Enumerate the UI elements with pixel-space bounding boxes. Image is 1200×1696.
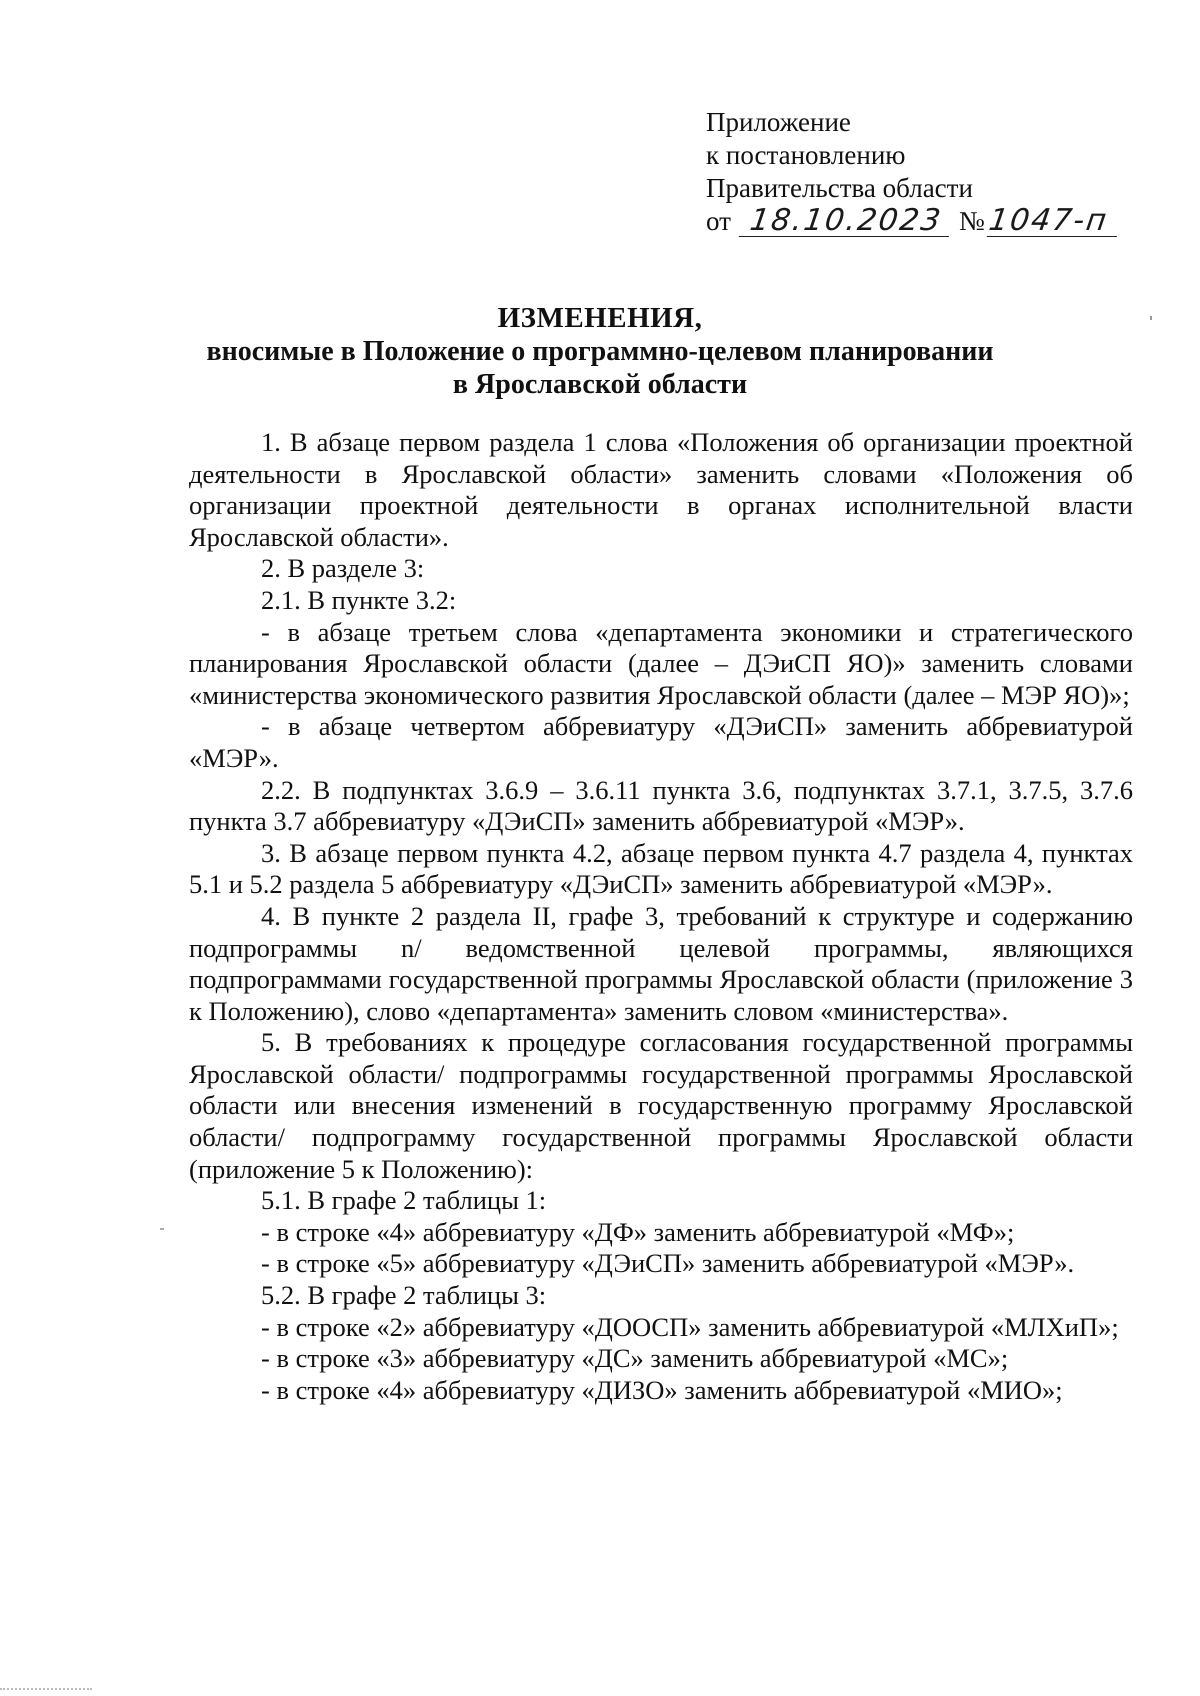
- paragraph: 5. В требованиях к процедуре согласования государственной программы Ярославской области/ подпрограммы государственной программы Ярославской области или внесения изменений в государственную программу Ярославской области/ подпрограмму государственной программы Ярославской области (приложение 5 к Положению):: [189, 1027, 1133, 1184]
- paragraph: 1. В абзаце первом раздела 1 слова «Положения об организации проектной деятельности в Ярославской области» заменить словами «Положения об организации проектной деятельности в органах исполнительной власти Ярославской области».: [189, 427, 1133, 552]
- number-sign: №: [958, 206, 985, 236]
- paragraph: 2. В разделе 3:: [261, 553, 425, 584]
- paragraph: - в строке «5» аббревиатуру «ДЭиСП» заменить аббревиатурой «МЭР».: [261, 1248, 1075, 1279]
- paragraph: 4. В пункте 2 раздела II, графе 3, требований к структуре и содержанию подпрограммы n/ ведомственной целевой программы, являющихся подпрограммами государственной программы Ярославской области (приложение 3 к Положению), слово «департамента» заменить словом «министерства».: [189, 900, 1133, 1026]
- paragraph: - в строке «2» аббревиатуру «ДООСП» заменить аббревиатурой «МЛХиП»;: [261, 1311, 1119, 1342]
- scan-edge-mark: [0, 1688, 92, 1690]
- paragraph: - в абзаце четвертом аббревиатуру «ДЭиСП» заменить аббревиатурой «МЭР».: [189, 711, 1133, 773]
- title-subtitle-line1: вносимые в Положение о программно-целевом планировании: [206, 336, 994, 367]
- paragraph: - в строке «4» аббревиатуру «ДФ» заменить аббревиатурой «МФ»;: [261, 1216, 1015, 1247]
- government-label: Правительства области: [706, 173, 973, 203]
- appendix-label: Приложение: [706, 107, 851, 137]
- title-main: ИЗМЕНЕНИЯ,: [497, 302, 703, 334]
- paragraph: 2.1. В пункте 3.2:: [261, 584, 457, 615]
- paragraph: 2.2. В подпунктах 3.6.9 – 3.6.11 пункта 3.6, подпунктах 3.7.1, 3.7.5, 3.7.6 пункта 3.7 аббревиатуру «ДЭиСП» заменить аббревиатурой «МЭР».: [189, 774, 1133, 837]
- paragraph: 3. В абзаце первом пункта 4.2, абзаце первом пункта 4.7 раздела 4, пунктах 5.1 и 5.2 раздела 5 аббревиатуру «ДЭиСП» заменить аббревиатурой «МЭР».: [189, 837, 1133, 900]
- document-body: [189, 427, 1133, 1406]
- to-resolution-label: к постановлению: [706, 140, 906, 170]
- paragraph: 5.1. В графе 2 таблицы 1:: [261, 1185, 547, 1216]
- scan-speck: [160, 1228, 164, 1230]
- title-subtitle-line2: в Ярославской области: [452, 369, 748, 400]
- from-label: от: [706, 206, 731, 236]
- paragraph: - в строке «4» аббревиатуру «ДИЗО» заменить аббревиатурой «МИО»;: [261, 1374, 1063, 1405]
- handwritten-date: 18.10.2023: [739, 206, 953, 237]
- appendix-header: [706, 106, 1119, 238]
- scan-speck: [1150, 316, 1152, 320]
- document-title: [0, 302, 1200, 401]
- paragraph: - в абзаце третьем слова «департамента экономики и стратегического планирования Ярославской области (далее – ДЭиСП ЯО)» заменить словами «министерства экономического развития Ярославской области (далее – МЭР ЯО)»;: [189, 616, 1133, 710]
- date-number-line: [706, 205, 1119, 238]
- handwritten-number: 1047-п: [987, 206, 1121, 237]
- paragraph: - в строке «3» аббревиатуру «ДС» заменить аббревиатурой «МС»;: [261, 1343, 1009, 1374]
- paragraph: 5.2. В графе 2 таблицы 3:: [261, 1280, 547, 1311]
